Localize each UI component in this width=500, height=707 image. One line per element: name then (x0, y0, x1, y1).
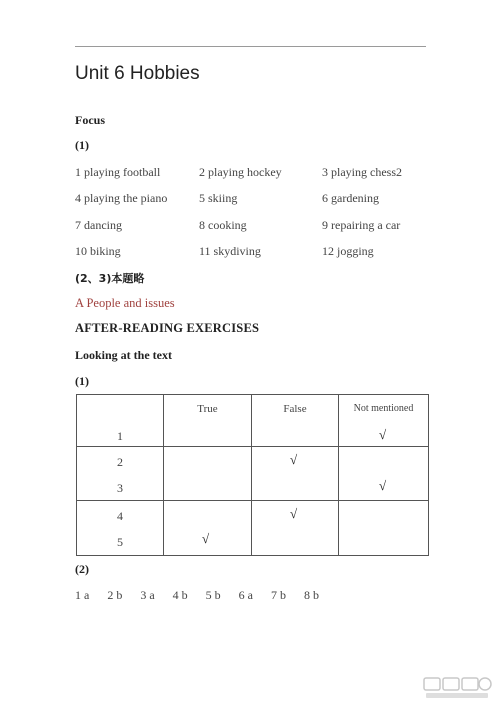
check-mark: √ (202, 531, 210, 546)
answer-list (75, 588, 334, 603)
row-number: 1 (117, 429, 123, 443)
part2-label: (2) (75, 562, 89, 576)
list-item: 1 a (75, 588, 90, 602)
header-not-mentioned: Not mentioned √ (339, 395, 429, 447)
table-row (77, 447, 429, 501)
looking-heading: Looking at the text (75, 348, 172, 362)
list-item: 11 skydiving (199, 244, 261, 258)
list-item: 4 playing the piano (75, 191, 168, 205)
row-number: 4 (117, 509, 123, 523)
table-row (77, 501, 429, 556)
top-divider (75, 46, 426, 47)
table-part-label: (1) (75, 374, 89, 388)
list-item: 7 b (270, 588, 286, 602)
list-item: 5 skiing (199, 191, 238, 205)
list-item: 9 repairing a car (322, 218, 401, 232)
section-a-heading: A People and issues (75, 296, 175, 310)
check-mark: √ (290, 452, 298, 467)
mxqe-logo-icon (422, 675, 492, 701)
list-item: 2 playing hockey (199, 165, 282, 179)
list-item: 1 playing football (75, 165, 161, 179)
header-false: False (252, 395, 339, 447)
list-item: 8 b (303, 588, 319, 602)
list-item: 8 cooking (199, 218, 247, 232)
check-mark: √ (379, 427, 387, 442)
page-title: Unit 6 Hobbies (75, 63, 200, 84)
check-mark: √ (290, 506, 298, 521)
list-item: 5 b (205, 588, 221, 602)
check-mark: √ (379, 478, 387, 493)
row-number: 3 (117, 481, 123, 495)
list-item: 6 gardening (322, 191, 379, 205)
after-reading-heading: AFTER-READING EXERCISES (75, 321, 260, 335)
focus-heading: Focus (75, 113, 105, 127)
part1-label: (1) (75, 138, 89, 152)
row-number: 2 (117, 455, 123, 469)
list-item: 7 dancing (75, 218, 122, 232)
row-number: 5 (117, 535, 123, 549)
list-item: 2 b (107, 588, 123, 602)
header-true: True (164, 395, 252, 447)
list-item: 6 a (238, 588, 253, 602)
list-item: 10 biking (75, 244, 121, 258)
part23-label: (2、3)本题略 (75, 272, 145, 285)
list-item: 3 playing chess2 (322, 165, 402, 179)
list-item: 3 a (140, 588, 155, 602)
list-item: 4 b (172, 588, 188, 602)
table-corner-cell (77, 395, 164, 447)
true-false-table (76, 394, 429, 556)
list-item: 12 jogging (322, 244, 374, 258)
